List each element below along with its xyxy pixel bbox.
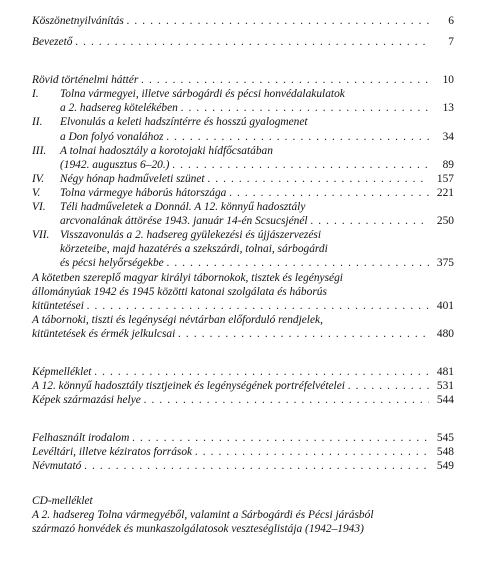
toc-entry-title: Téli hadműveletek a Donnál. A 12. könnyű hadosztály: [60, 201, 306, 214]
toc-entry-title: Képmelléklet: [32, 365, 92, 378]
toc-entry-title: A tolnai hadosztály a korotojaki hídfőcsatában: [60, 144, 273, 157]
page-number: 549: [436, 460, 454, 473]
dot-leader: [208, 172, 429, 186]
toc-entry: [32, 186, 454, 200]
toc-entry: [32, 200, 454, 228]
page-number: 481: [436, 365, 454, 378]
toc-entry: [32, 87, 454, 115]
toc-entry-line: [32, 73, 454, 87]
toc-entry-line: [32, 459, 454, 473]
toc-entry-line: [60, 242, 454, 256]
toc-entry-line: [60, 186, 454, 200]
toc-entry-title: Tolna vármegye háborús hátországa: [60, 186, 227, 199]
toc-entry-title: Rövid történelmi háttér: [32, 74, 139, 87]
cd-supplement-line-1: A 2. hadsereg Tolna vármegyéből, valamint a Sárbogárdi és Pécsi járásból: [32, 508, 374, 521]
toc-entry-title: (1942. augusztus 6–20.): [60, 158, 170, 171]
toc-entry-title: kitüntetései: [32, 299, 84, 312]
page-number: 480: [436, 327, 454, 340]
toc-entry: [32, 431, 454, 445]
page-number: 250: [436, 215, 454, 228]
toc-entry-line: [32, 327, 454, 341]
toc-entry-line: [32, 285, 454, 299]
dot-leader: [348, 379, 429, 393]
toc-entry-title: Négy hónap hadműveleti szünet: [60, 172, 205, 185]
dot-leader: [181, 101, 429, 115]
toc-entry: [32, 144, 454, 172]
page-number: 6: [448, 15, 454, 27]
toc-entry: [32, 115, 454, 143]
toc-entry-title: arcvonalának áttörése 1943. január 14-én Scsucsjénél: [60, 215, 308, 228]
toc-entry: [32, 313, 454, 341]
toc-entry: [32, 445, 454, 459]
dot-leader: [141, 73, 429, 87]
toc-entry-line: [60, 130, 454, 144]
dot-leader: [144, 393, 429, 407]
toc-entry-line: [60, 158, 454, 172]
toc-entry: [32, 73, 454, 87]
dot-leader: [167, 256, 429, 270]
page-number: 7: [448, 36, 454, 49]
toc-entry-title: és pécsi helyőrségekbe: [60, 257, 164, 270]
dot-leader: [172, 158, 429, 172]
chapter-number: VII.: [32, 229, 50, 242]
toc-entry-title: Levéltári, illetve kéziratos források: [32, 446, 193, 459]
toc-entry: [32, 393, 454, 407]
toc-entry-title: Képek származási helye: [32, 394, 141, 407]
chapter-number: VI.: [32, 201, 46, 214]
toc-entry: [32, 379, 454, 393]
dot-leader: [94, 365, 429, 379]
chapter-number: II.: [32, 116, 43, 129]
toc-entry-line: [32, 431, 454, 445]
dot-leader: [87, 299, 429, 313]
chapter-number: IV.: [32, 172, 45, 185]
table-of-contents: [32, 14, 454, 536]
toc-entry-title: a 2. hadsereg kötelékében: [60, 102, 178, 115]
toc-entries: [32, 14, 454, 474]
toc-entry-title: Elvonulás a keleti hadszíntérre és hosszú gyalogmenet: [60, 116, 308, 129]
toc-entry-line: [32, 14, 454, 28]
toc-entry-title: Bevezető: [32, 36, 73, 49]
dot-leader: [178, 327, 429, 341]
toc-entry-line: [32, 445, 454, 459]
page-number: 545: [436, 432, 454, 445]
toc-entry-line: [32, 365, 454, 379]
toc-entry: [32, 228, 454, 270]
cd-supplement-title: CD-melléklet: [32, 494, 93, 507]
toc-entry-line: [32, 313, 454, 327]
toc-entry-line: [60, 228, 454, 242]
toc-entry: [32, 35, 454, 49]
dot-leader: [75, 35, 429, 49]
toc-entry-title: Köszönetnyilvánítás: [32, 15, 124, 27]
page-number: 34: [442, 130, 454, 143]
dot-leader: [132, 431, 429, 445]
page-number: 375: [436, 257, 454, 270]
page-number: 401: [436, 299, 454, 312]
toc-entry-line: [60, 172, 454, 186]
toc-entry: [32, 172, 454, 186]
toc-entry-line: [60, 87, 454, 101]
chapter-number: I.: [32, 88, 39, 101]
chapter-number: III.: [32, 144, 47, 157]
toc-entry-line: [60, 101, 454, 115]
dot-leader: [166, 130, 429, 144]
toc-entry-line: [60, 115, 454, 129]
toc-entry-title: Felhasznált irodalom: [32, 432, 130, 445]
toc-entry-line: [32, 379, 454, 393]
page-number: 548: [436, 446, 454, 459]
dot-leader: [195, 445, 429, 459]
page-number: 13: [442, 102, 454, 115]
toc-entry-title: A kötetben szereplő magyar királyi tábornokok, tisztek és legénységi: [32, 271, 343, 284]
toc-entry-title: a Don folyó vonalához: [60, 130, 164, 143]
toc-entry-line: [60, 256, 454, 270]
toc-entry: [32, 14, 454, 28]
page-number: 221: [436, 186, 454, 199]
page-number: 10: [442, 74, 454, 87]
toc-entry-line: [32, 271, 454, 285]
dot-leader: [84, 459, 429, 473]
chapter-number: V.: [32, 186, 41, 199]
toc-entry-title: Névmutató: [32, 460, 82, 473]
page-number: 531: [436, 380, 454, 393]
toc-entry: [32, 459, 454, 473]
page-number: 89: [442, 158, 454, 171]
toc-entry-title: kitüntetések és érmék jelkulcsai: [32, 327, 176, 340]
toc-entry-title: körzeteibe, majd hazatérés a szekszárdi, tolnai, sárbogárdi: [60, 243, 328, 256]
dot-leader: [229, 186, 429, 200]
toc-entry-line: [32, 393, 454, 407]
dot-leader: [127, 14, 429, 28]
page-number: 157: [436, 172, 454, 185]
toc-entry-title: Visszavonulás a 2. hadsereg gyülekezési és újjászervezési: [60, 229, 321, 242]
toc-entry-title: A tábornoki, tiszti és legénységi névtárban előforduló rendjelek,: [32, 313, 323, 326]
toc-entry-line: [60, 200, 454, 214]
toc-entry-line: [60, 144, 454, 158]
toc-entry-line: [32, 299, 454, 313]
toc-entry-title: állományúak 1942 és 1945 közötti katonai szolgálata és háborús: [32, 285, 327, 298]
toc-entry-line: [60, 214, 454, 228]
toc-entry-title: Tolna vármegyei, illetve sárbogárdi és pécsi honvédalakulatok: [60, 88, 345, 101]
toc-entry: [32, 271, 454, 313]
toc-entry: [32, 365, 454, 379]
toc-entry-line: [32, 35, 454, 49]
page-number: 544: [436, 394, 454, 407]
cd-supplement-line-2: származó honvédek és munkaszolgálatosok veszteséglistája (1942–1943): [32, 522, 364, 535]
dot-leader: [311, 214, 429, 228]
toc-entry-title: A 12. könnyű hadosztály tisztjeinek és legénységének portréfelvételei: [32, 380, 345, 393]
